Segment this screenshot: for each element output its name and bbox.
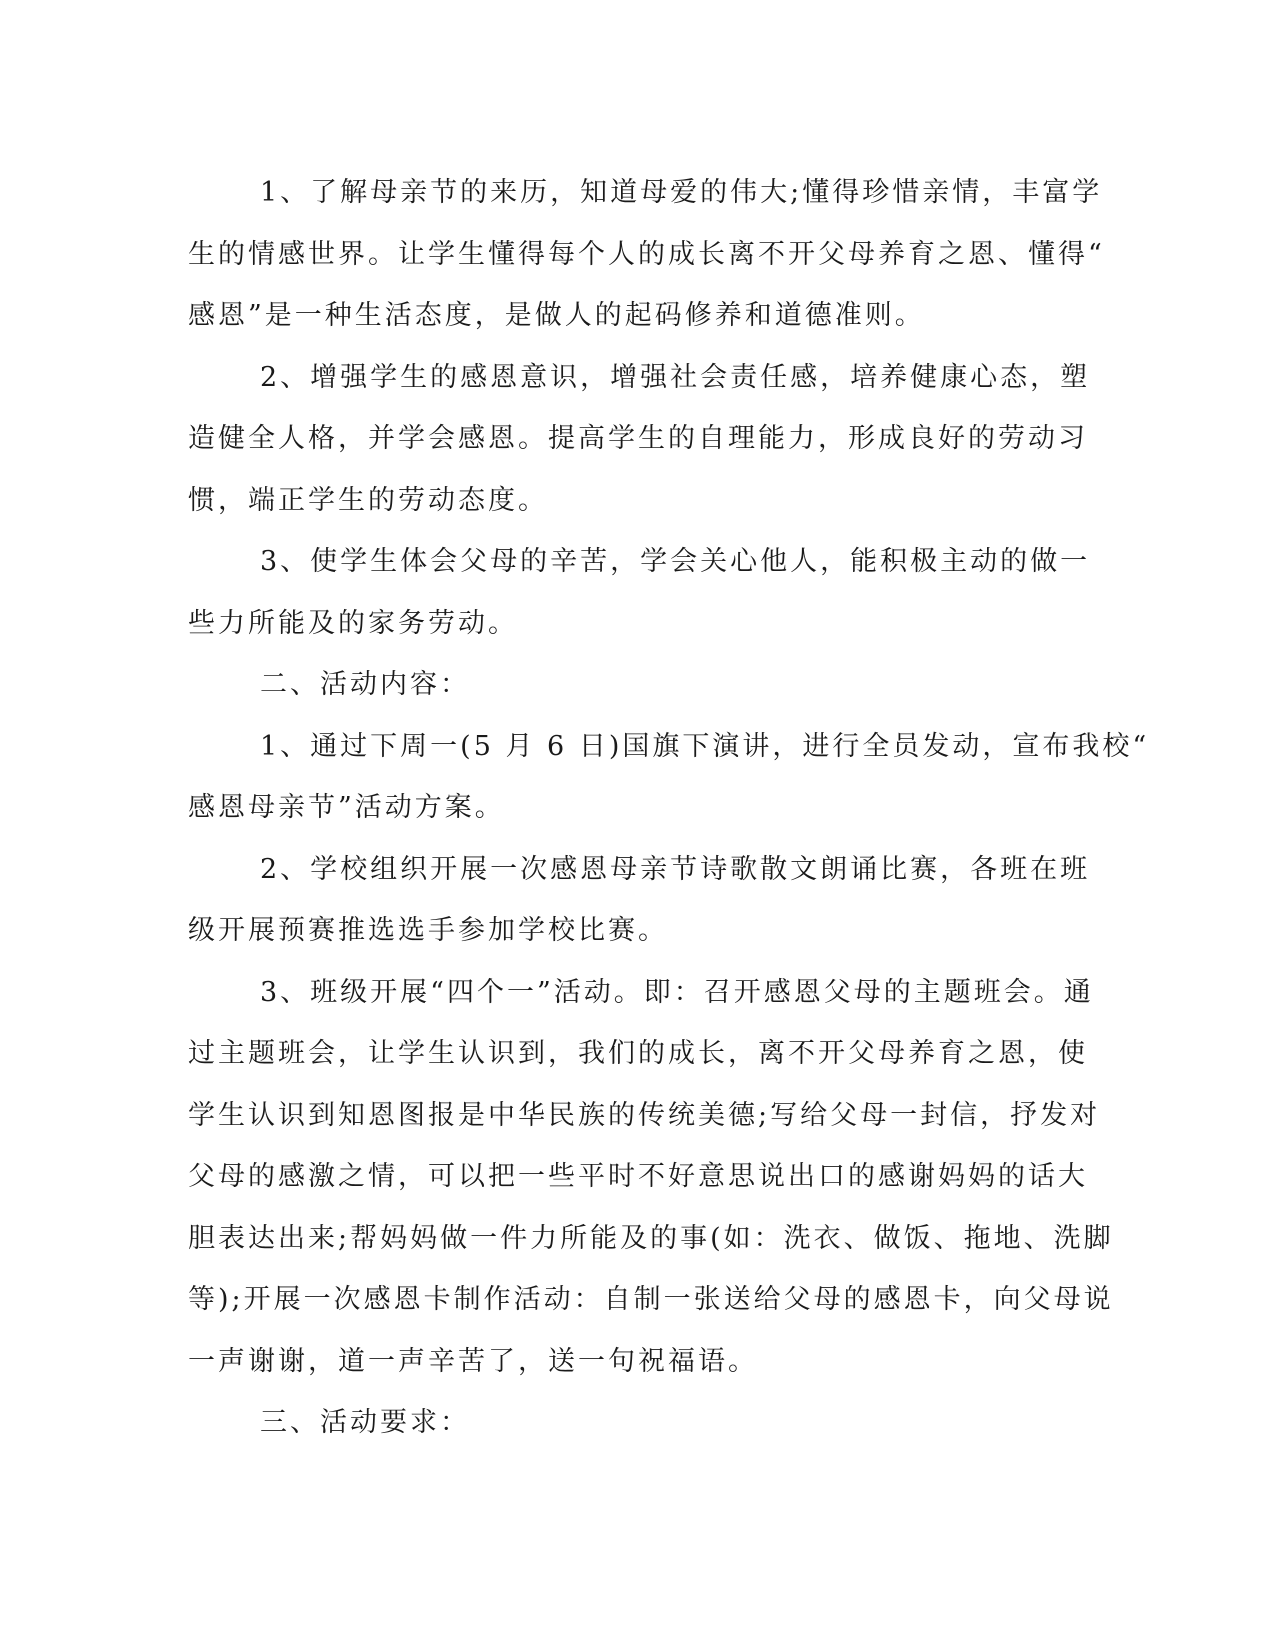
text-line: 1、通过下周一(5 月 6 日)国旗下演讲，进行全员发动，宣布我校“ bbox=[260, 730, 1150, 762]
section-heading: 三、活动要求： bbox=[260, 1407, 470, 1438]
text-line: 过主题班会，让学生认识到，我们的成长，离不开父母养育之恩，使 bbox=[188, 1038, 1088, 1069]
paragraph-goal-1 bbox=[188, 162, 1105, 347]
section-heading: 二、活动内容： bbox=[260, 669, 470, 700]
paragraph-content-2 bbox=[188, 839, 1091, 962]
text-line: 3、使学生体会父母的辛苦，学会关心他人，能积极主动的做一 bbox=[260, 546, 1091, 577]
text-line: 3、班级开展“四个一”活动。即：召开感恩父母的主题班会。通 bbox=[260, 976, 1094, 1008]
paragraph-goal-3 bbox=[188, 531, 1091, 654]
text-line: 级开展预赛推选选手参加学校比赛。 bbox=[188, 915, 668, 946]
document-body bbox=[188, 162, 1150, 1454]
text-line: 感恩”是一种生活态度，是做人的起码修养和道德准则。 bbox=[188, 300, 925, 331]
text-line: 2、学校组织开展一次感恩母亲节诗歌散文朗诵比赛，各班在班 bbox=[260, 853, 1091, 885]
paragraph-goal-2 bbox=[188, 347, 1091, 532]
text-line: 2、增强学生的感恩意识，增强社会责任感，培养健康心态，塑 bbox=[260, 361, 1091, 393]
text-line: 一声谢谢，道一声辛苦了，送一句祝福语。 bbox=[188, 1345, 758, 1377]
text-line: 感恩母亲节”活动方案。 bbox=[188, 792, 505, 823]
text-line: 等);开展一次感恩卡制作活动：自制一张送给父母的感恩卡，向父母说 bbox=[188, 1284, 1114, 1315]
text-line: 父母的感激之情，可以把一些平时不好意思说出口的感谢妈妈的话大 bbox=[188, 1161, 1088, 1192]
section-heading-activity-content bbox=[188, 654, 1068, 716]
section-heading-activity-requirements bbox=[188, 1392, 1068, 1454]
text-line: 些力所能及的家务劳动。 bbox=[188, 607, 518, 639]
text-line: 造健全人格，并学会感恩。提高学生的自理能力，形成良好的劳动习 bbox=[188, 423, 1088, 454]
text-line: 惯，端正学生的劳动态度。 bbox=[188, 484, 548, 516]
text-line: 学生认识到知恩图报是中华民族的传统美德;写给父母一封信，抒发对 bbox=[188, 1099, 1101, 1131]
text-line: 1、了解母亲节的来历，知道母爱的伟大;懂得珍惜亲情，丰富学 bbox=[260, 177, 1103, 208]
text-line: 胆表达出来;帮妈妈做一件力所能及的事(如：洗衣、做饭、拖地、洗脚 bbox=[188, 1222, 1114, 1254]
text-line: 生的情感世界。让学生懂得每个人的成长离不开父母养育之恩、懂得“ bbox=[188, 238, 1105, 270]
paragraph-content-3 bbox=[188, 962, 1114, 1393]
paragraph-content-1 bbox=[188, 716, 1150, 839]
